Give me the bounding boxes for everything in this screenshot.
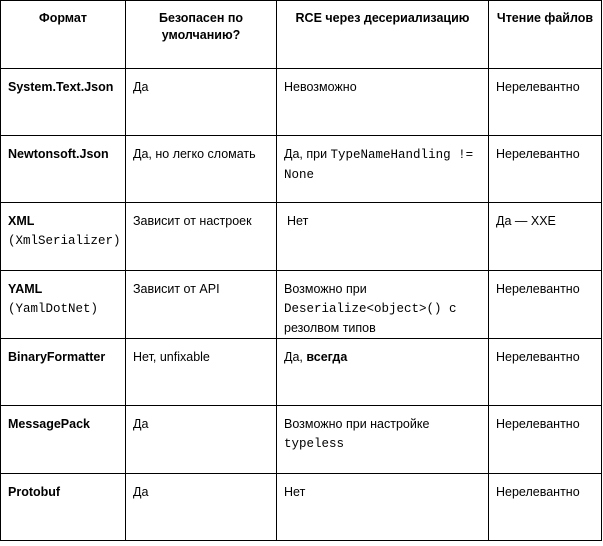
table-row <box>1 474 602 541</box>
cell-file-read: Нерелевантно <box>489 474 602 541</box>
format-name: Protobuf <box>8 485 61 499</box>
rce-code: typeless <box>284 437 345 451</box>
cell-file-read: Нерелевантно <box>489 406 602 474</box>
rce-suffix: резолвом типов <box>284 321 376 335</box>
rce-text: Да, при <box>284 147 331 161</box>
cell-format <box>1 203 126 271</box>
cell-rce <box>277 136 489 203</box>
cell-format <box>1 136 126 203</box>
cell-file-read: Нерелевантно <box>489 69 602 136</box>
cell-rce: Нет <box>277 474 489 541</box>
format-name: YAML <box>8 282 43 296</box>
format-code: (YamlDotNet) <box>8 302 99 316</box>
cell-rce: Нет <box>277 203 489 271</box>
rce-text: Возможно при настройке <box>284 417 430 431</box>
rce-code: Deserialize<object>() с <box>284 302 457 316</box>
table-row <box>1 339 602 406</box>
table-row <box>1 69 602 136</box>
cell-safe: Зависит от API <box>126 271 277 339</box>
cell-safe: Да, но легко сломать <box>126 136 277 203</box>
table-row <box>1 203 602 271</box>
cell-format <box>1 474 126 541</box>
cell-format <box>1 271 126 339</box>
table-row <box>1 136 602 203</box>
format-name: Newtonsoft.Json <box>8 147 109 161</box>
cell-safe: Да <box>126 69 277 136</box>
cell-file-read: Нерелевантно <box>489 339 602 406</box>
cell-format <box>1 339 126 406</box>
cell-rce <box>277 406 489 474</box>
format-name: XML <box>8 214 35 228</box>
header-rce: RCE через десериализацию <box>277 1 489 69</box>
rce-text: Да, <box>284 350 307 364</box>
cell-safe: Да <box>126 406 277 474</box>
format-name: BinaryFormatter <box>8 350 106 364</box>
cell-rce <box>277 339 489 406</box>
header-file-read: Чтение файлов <box>489 1 602 69</box>
cell-safe: Зависит от настроек <box>126 203 277 271</box>
cell-rce <box>277 271 489 339</box>
cell-safe: Да <box>126 474 277 541</box>
cell-file-read: Да — XXE <box>489 203 602 271</box>
table-row <box>1 406 602 474</box>
rce-text: Возможно при <box>284 282 367 296</box>
cell-safe: Нет, unfixable <box>126 339 277 406</box>
cell-format <box>1 406 126 474</box>
cell-file-read: Нерелевантно <box>489 136 602 203</box>
header-safe-by-default: Безопасен по умолчанию? <box>126 1 277 69</box>
table-header-row <box>1 1 602 69</box>
cell-file-read: Нерелевантно <box>489 271 602 339</box>
rce-code: TypeNameHandling != None <box>284 148 474 182</box>
format-name: MessagePack <box>8 417 91 431</box>
header-format: Формат <box>1 1 126 69</box>
cell-format <box>1 69 126 136</box>
cell-rce: Невозможно <box>277 69 489 136</box>
format-code: (XmlSerializer) <box>8 234 121 248</box>
table-row <box>1 271 602 339</box>
format-name: System.Text.Json <box>8 80 114 94</box>
rce-bold: всегда <box>306 350 348 364</box>
